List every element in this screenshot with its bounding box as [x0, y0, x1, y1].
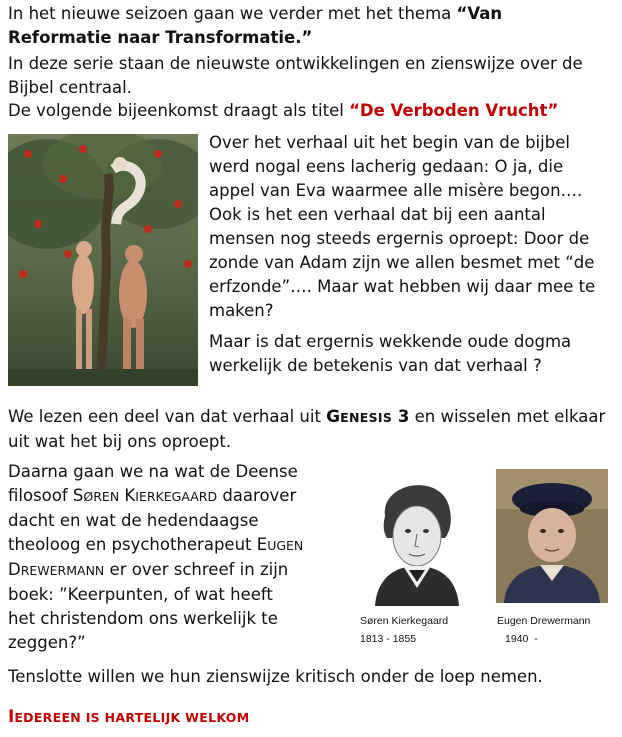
right-paragraph-dogma	[209, 330, 614, 378]
drewermann-caption-years: 1940 -	[505, 633, 538, 645]
intro-paragraph-series	[8, 52, 603, 100]
drewermann-caption	[497, 614, 615, 647]
drewermann-first-rest: UGEN	[267, 538, 304, 553]
drewermann-portrait	[496, 469, 608, 603]
intro-paragraph-title	[8, 99, 608, 123]
kierkegaard-caption-name: Søren Kierkegaard	[360, 615, 449, 627]
philosophers-paragraph	[8, 460, 343, 655]
genesis-initial: G	[326, 407, 341, 427]
phil-line-5-b: er over schreef in zijn	[104, 560, 289, 579]
theme-lead-text: In het nieuwe seizoen gaan we verder met het thema	[8, 4, 457, 23]
drewermann-portrait-svg	[496, 469, 608, 603]
drewermann-first-initial: E	[256, 535, 268, 554]
phil-line-7: het christendom ons werkelijk te	[8, 609, 278, 628]
theme-title: “Van Reformatie naar Transformatie.”	[8, 4, 503, 47]
genesis-after-text: en wisselen met elkaar uit wat het bij ons oproept.	[8, 407, 606, 451]
right-paragraph-apple	[209, 131, 614, 203]
phil-line-2	[8, 484, 343, 509]
kierkegaard-portrait-svg	[355, 466, 475, 606]
phil-line-1: Daarna gaan we na wat de Deense	[8, 462, 298, 481]
kierkegaard-first-rest: ØREN	[83, 489, 120, 504]
drewermann-last-rest: REWERMANN	[20, 563, 105, 578]
phil-line-4	[8, 533, 343, 558]
phil-line-2-a: filosoof	[8, 486, 73, 505]
adam-eve-painting-svg	[8, 134, 198, 386]
apple-text: Over het verhaal uit het begin van de bijbel werd nogal eens lacherig gedaan: O ja, die appel van Eva waarmee alle misère begon….	[209, 133, 583, 200]
title-lead-text: De volgende bijeenkomst draagt als titel	[8, 101, 350, 120]
drewermann-caption-name: Eugen Drewermann	[497, 615, 591, 627]
phil-line-5	[8, 558, 343, 583]
welcome-initial: I	[8, 707, 15, 727]
meeting-title: “De Verboden Vrucht”	[349, 101, 559, 120]
kierkegaard-last-initial: K	[119, 486, 136, 505]
genesis-paragraph	[8, 405, 608, 454]
genesis-chapter: 3	[392, 407, 410, 426]
phil-line-4-a: theoloog en psychotherapeut	[8, 535, 257, 554]
kierkegaard-caption	[360, 614, 490, 647]
welcome-line	[8, 705, 608, 730]
right-paragraph-sin	[209, 203, 614, 323]
kierkegaard-caption-years: 1813 - 1855	[360, 633, 417, 645]
sin-text: Ook is het een verhaal dat bij een aantal mensen nog steeds ergernis oproept: Door de zonde van Adam zijn we allen besmet met “de erfzonde”…. Maar wat hebben wij daar mee te maken?	[209, 205, 596, 320]
phil-line-8: zeggen?”	[8, 633, 86, 652]
genesis-rest: ENESIS	[340, 410, 393, 425]
kierkegaard-last-rest: IERKEGAARD	[135, 489, 218, 504]
drewermann-last-initial: D	[8, 560, 21, 579]
kierkegaard-first-initial: S	[72, 486, 84, 505]
kierkegaard-portrait	[355, 466, 475, 606]
closing-paragraph	[8, 665, 608, 689]
welcome-rest: EDEREEN IS HARTELIJK WELKOM	[14, 710, 250, 725]
closing-text: Tenslotte willen we hun zienswijze kritisch onder de loep nemen.	[8, 667, 543, 686]
phil-line-2-b: daarover	[217, 486, 297, 505]
genesis-lead-text: We lezen een deel van dat verhaal uit	[8, 407, 327, 426]
adam-eve-painting	[8, 134, 198, 386]
phil-line-3: dacht en wat de hedendaagse	[8, 511, 259, 530]
phil-line-6: boek: ”Keerpunten, of wat heeft	[8, 585, 273, 604]
intro-paragraph-theme	[8, 2, 568, 50]
series-text: In deze serie staan de nieuwste ontwikkelingen en zienswijze over de Bijbel centraal.	[8, 54, 583, 97]
dogma-text: Maar is dat ergernis wekkende oude dogma werkelijk de betekenis van dat verhaal ?	[209, 332, 572, 375]
